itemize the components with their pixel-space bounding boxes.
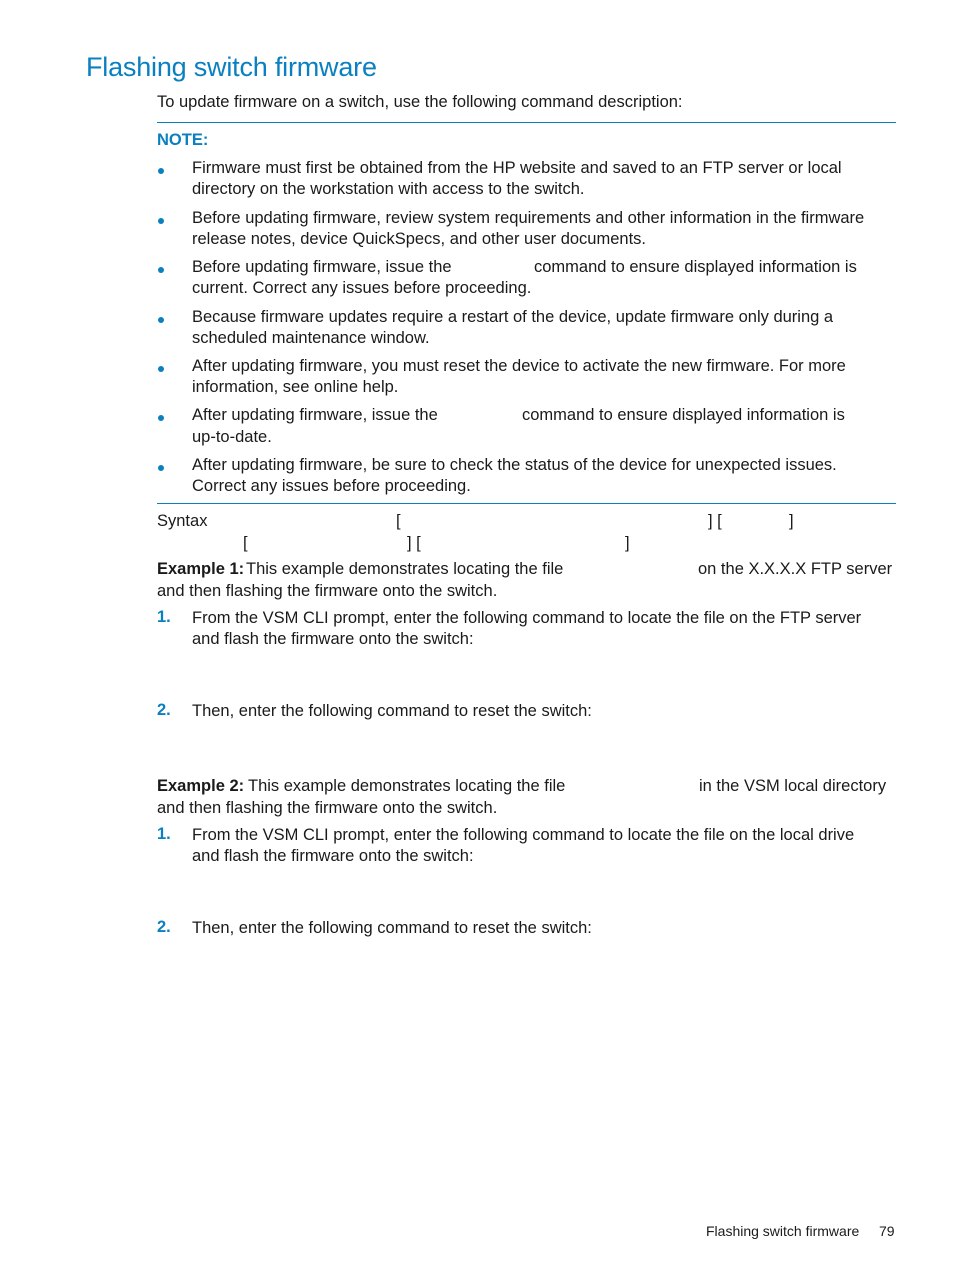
step-number: 1. xyxy=(157,608,171,626)
example-label: Example 1: xyxy=(157,560,245,578)
note-bottom-rule xyxy=(157,503,896,504)
bullet-icon xyxy=(158,218,164,224)
example-text: and then flashing the firmware onto the switch. xyxy=(157,582,498,600)
syntax-bracket: [ xyxy=(243,534,248,552)
bullet-icon xyxy=(158,415,164,421)
example-text: on the X.X.X.X FTP server xyxy=(698,560,893,578)
note-item-line2: current. Correct any issues before proceeding. xyxy=(192,279,532,297)
example-text: in the VSM local directory xyxy=(699,777,887,795)
note-item-line1-start: After updating firmware, issue the xyxy=(192,406,438,424)
note-item-line1: Because firmware updates require a restart of the device, update firmware only during a xyxy=(192,308,834,326)
bullet-icon xyxy=(158,267,164,273)
syntax-bracket: ] [ xyxy=(407,534,421,552)
bullet-icon xyxy=(158,465,164,471)
syntax-bracket: [ xyxy=(396,512,401,530)
example-label: Example 2: xyxy=(157,777,245,795)
syntax-bracket: ] [ xyxy=(708,512,722,530)
note-item-line1: After updating firmware, be sure to check the status of the device for unexpected issues. xyxy=(192,456,837,474)
example-text: This example demonstrates locating the file xyxy=(246,560,564,578)
page-title: Flashing switch firmware xyxy=(86,52,377,82)
note-item-line2: directory on the workstation with access to the switch. xyxy=(192,180,585,198)
note-item-line2: up-to-date. xyxy=(192,428,272,446)
example-text: and then flashing the firmware onto the switch. xyxy=(157,799,498,817)
note-item-line1: After updating firmware, you must reset the device to activate the new firmware. For more xyxy=(192,357,846,375)
note-item-line1: Before updating firmware, review system requirements and other information in the firmware xyxy=(192,209,865,227)
step-text: Then, enter the following command to reset the switch: xyxy=(192,702,592,720)
bullet-icon xyxy=(158,317,164,323)
step-number: 2. xyxy=(157,918,171,936)
note-item-line2: scheduled maintenance window. xyxy=(192,329,430,347)
page-number: 79 xyxy=(879,1223,895,1239)
bullet-icon xyxy=(158,366,164,372)
step-text: and flash the firmware onto the switch: xyxy=(192,847,474,865)
note-item-line1: Firmware must first be obtained from the HP website and saved to an FTP server or local xyxy=(192,159,842,177)
note-item-line1-start: Before updating firmware, issue the xyxy=(192,258,452,276)
note-item-line1-end: command to ensure displayed information is xyxy=(522,406,845,424)
syntax-bracket: ] xyxy=(789,512,794,530)
step-text: From the VSM CLI prompt, enter the following command to locate the file on the FTP server xyxy=(192,609,862,627)
note-top-rule xyxy=(157,122,896,123)
footer-section-title: Flashing switch firmware xyxy=(706,1223,860,1239)
note-item-line2: Correct any issues before proceeding. xyxy=(192,477,471,495)
note-item-line1-end: command to ensure displayed information is xyxy=(534,258,857,276)
syntax-label: Syntax xyxy=(157,512,208,530)
bullet-icon xyxy=(158,168,164,174)
example-text: This example demonstrates locating the file xyxy=(248,777,566,795)
note-item-line2: release notes, device QuickSpecs, and other user documents. xyxy=(192,230,646,248)
step-number: 1. xyxy=(157,825,171,843)
step-text: and flash the firmware onto the switch: xyxy=(192,630,474,648)
step-number: 2. xyxy=(157,701,171,719)
step-text: Then, enter the following command to reset the switch: xyxy=(192,919,592,937)
note-label: NOTE: xyxy=(157,131,209,149)
syntax-bracket: ] xyxy=(625,534,630,552)
note-item-line2: information, see online help. xyxy=(192,378,399,396)
intro-text: To update firmware on a switch, use the following command description: xyxy=(157,93,683,111)
step-text: From the VSM CLI prompt, enter the following command to locate the file on the local drive xyxy=(192,826,855,844)
